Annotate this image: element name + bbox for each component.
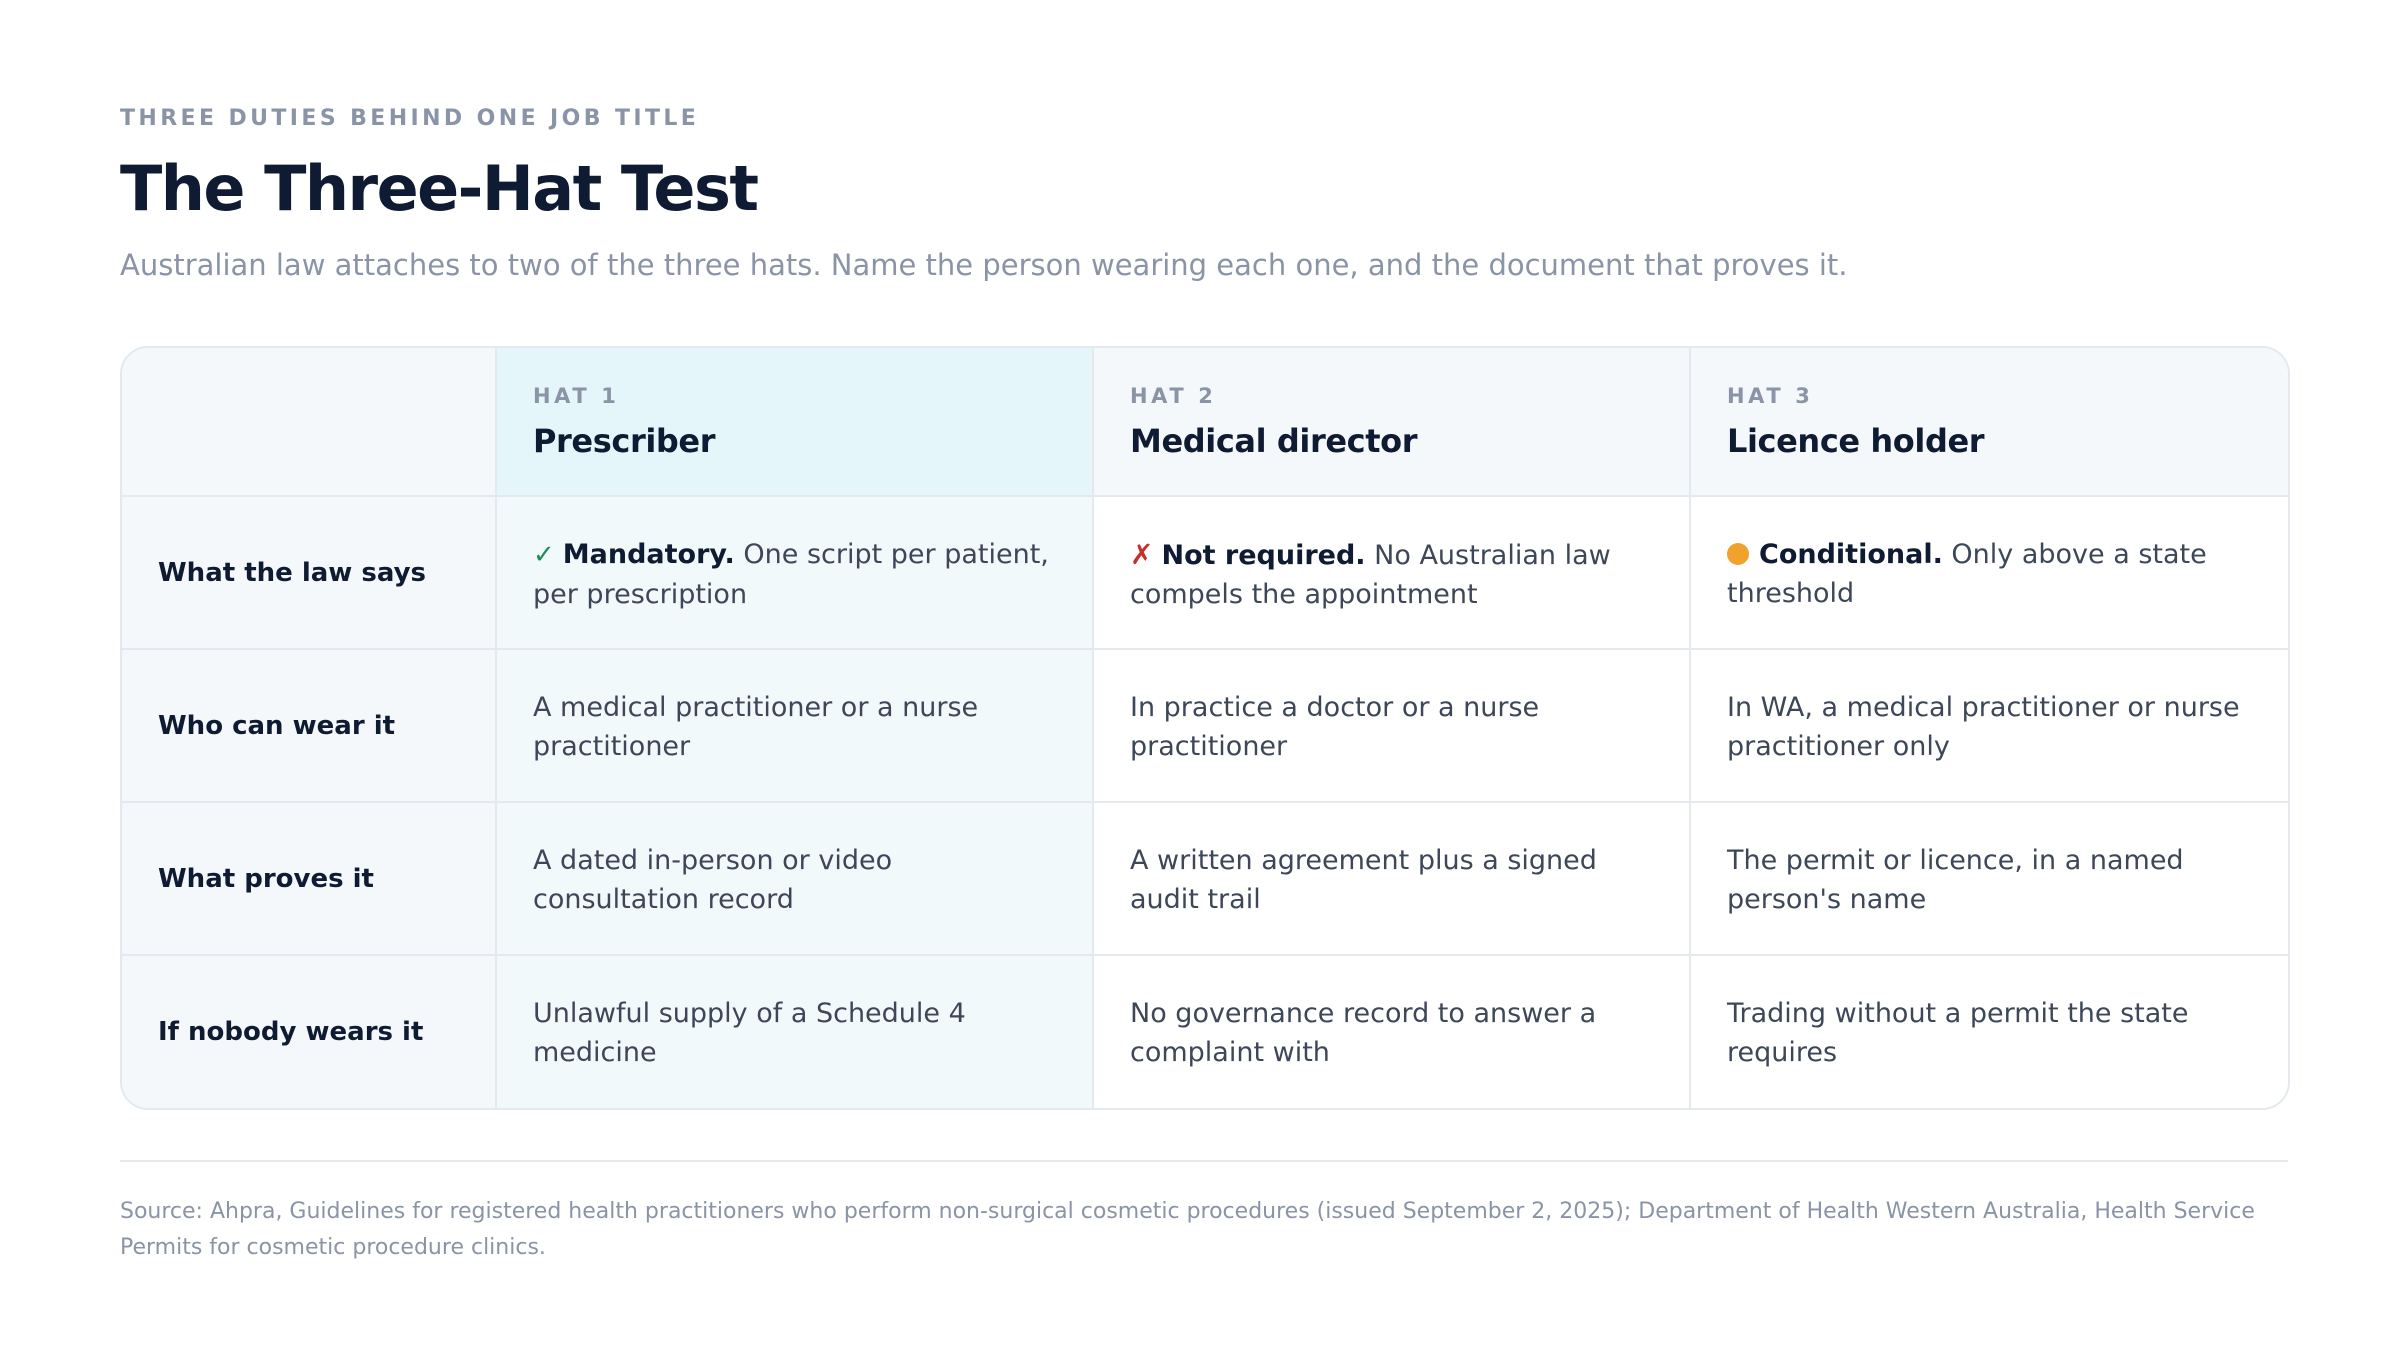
status-lead: Mandatory.: [562, 539, 735, 570]
hat-1-kicker: HAT 1: [533, 384, 620, 408]
row-label-consequence: [122, 955, 496, 1108]
status-detail: No Australian law compels the appointment: [1130, 540, 1611, 610]
cell-who-prescriber: [496, 649, 1093, 802]
hat-2-header: [1093, 348, 1690, 496]
cell-text: The permit or licence, in a named person's name: [1727, 845, 2184, 915]
corner-cell: [122, 348, 496, 496]
cell-text: No governance record to answer a complaint with: [1130, 998, 1597, 1068]
row-label-text: If nobody wears it: [158, 1017, 424, 1047]
hat-1-name: Prescriber: [533, 422, 716, 460]
cell-law-prescriber: [496, 496, 1093, 649]
cell-law-medical-director: [1093, 496, 1690, 649]
row-label-who: [122, 649, 496, 802]
cell-consequence-prescriber: [496, 955, 1093, 1108]
three-hat-table: [120, 346, 2290, 1110]
table-row-law: [122, 496, 2288, 649]
status-detail: One script per patient, per prescription: [533, 539, 1049, 610]
source-note: Source: Ahpra, Guidelines for registered health practitioners who perform non-surgical cosmetic procedures (issued September 2, 2025); Department of Health Western Australia, Health Service Permits for cosmetic procedure clinics.: [120, 1199, 2255, 1260]
footer-divider: [120, 1160, 2288, 1162]
cell-consequence-medical-director: [1093, 955, 1690, 1108]
cell-who-medical-director: [1093, 649, 1690, 802]
status-lead: Conditional.: [1759, 539, 1943, 570]
cell-proof-licence-holder: [1690, 802, 2288, 955]
cell-text: In WA, a medical practitioner or nurse practitioner only: [1727, 692, 2240, 762]
cell-text: A dated in-person or video consultation record: [533, 845, 893, 915]
status-lead: Not required.: [1161, 540, 1366, 571]
cell-proof-medical-director: [1093, 802, 1690, 955]
cell-proof-prescriber: [496, 802, 1093, 955]
status-detail: Only above a state threshold: [1727, 539, 2207, 609]
cell-law-licence-holder: [1690, 496, 2288, 649]
table-row-consequence: [122, 955, 2288, 1108]
dot-icon: [1727, 543, 1749, 565]
table-row-who: [122, 649, 2288, 802]
comparison-table: [122, 348, 2288, 1108]
cross-icon: ✗: [1130, 538, 1154, 571]
cell-text: [1130, 535, 1653, 614]
hat-2-kicker: HAT 2: [1130, 384, 1217, 408]
cell-consequence-licence-holder: [1690, 955, 2288, 1108]
hat-3-header: [1690, 348, 2288, 496]
cell-text: Trading without a permit the state requires: [1727, 998, 2189, 1068]
table-row-proof: [122, 802, 2288, 955]
hat-3-name: Licence holder: [1727, 422, 1985, 460]
hat-1-header: [496, 348, 1093, 496]
row-label-text: Who can wear it: [158, 710, 396, 741]
hat-2-name: Medical director: [1130, 422, 1418, 460]
cell-text: [533, 535, 1056, 614]
cell-text: A written agreement plus a signed audit trail: [1130, 845, 1597, 915]
hat-3-kicker: HAT 3: [1727, 384, 1814, 408]
row-label-text: What the law says: [158, 557, 427, 588]
cell-text: A medical practitioner or a nurse practitioner: [533, 692, 979, 762]
cell-text: In practice a doctor or a nurse practitioner: [1130, 692, 1540, 762]
row-label-text: What proves it: [158, 863, 374, 894]
cell-text: Unlawful supply of a Schedule 4 medicine: [533, 998, 966, 1068]
eyebrow-label: THREE DUTIES BEHIND ONE JOB TITLE: [120, 106, 700, 131]
page-title: The Three-Hat Test: [120, 152, 758, 225]
table-header-row: [122, 348, 2288, 496]
row-label-proof: [122, 802, 496, 955]
page-subtitle: Australian law attaches to two of the three hats. Name the person wearing each one, and the document that proves it.: [120, 248, 1848, 282]
check-icon: ✓: [533, 540, 555, 570]
cell-text: [1727, 535, 2252, 613]
cell-who-licence-holder: [1690, 649, 2288, 802]
row-label-law: [122, 496, 496, 649]
